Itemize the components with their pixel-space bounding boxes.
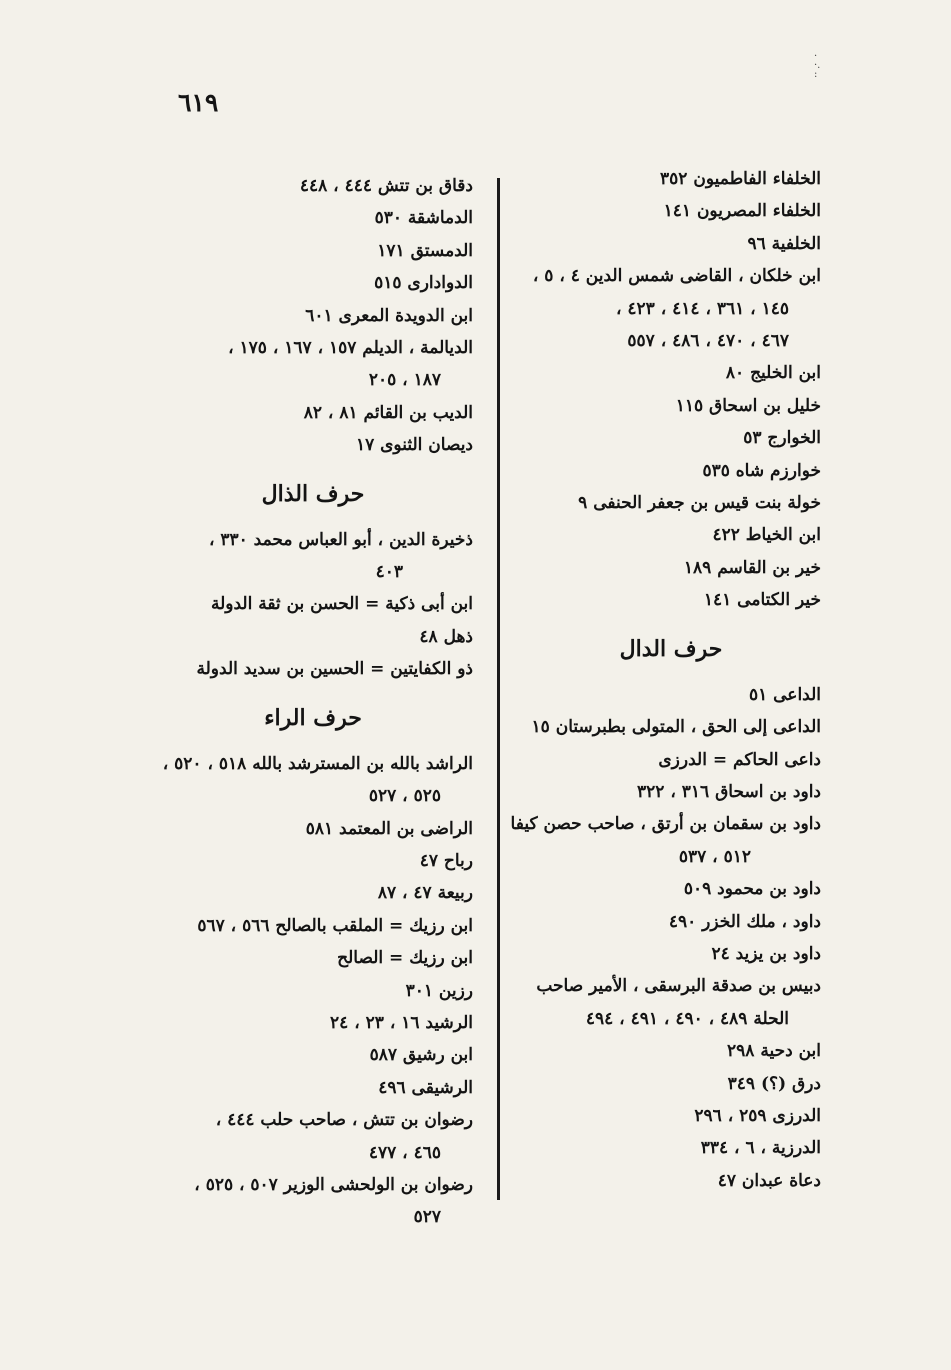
index-entry-continuation: الحلة ٤٨٩ ، ٤٩٠ ، ٤٩١ ، ٤٩٤ bbox=[585, 1008, 789, 1029]
index-entry: دعاة عبدان ٤٧ bbox=[717, 1170, 821, 1191]
index-column-right bbox=[510, 163, 821, 1197]
index-entry: دبيس بن صدقة البرسقى ، الأمير صاحب bbox=[536, 976, 821, 997]
index-entry: ذهل ٤٨ bbox=[419, 626, 473, 647]
section-heading: حرف الراء bbox=[264, 704, 362, 731]
index-entry: ابن دحية ٢٩٨ bbox=[727, 1041, 821, 1062]
section-heading: حرف الدال bbox=[619, 635, 723, 662]
index-entry: الدرزية ، ٦ ، ٣٣٤ bbox=[700, 1138, 821, 1159]
index-entry: ابن الخليج ٨٠ bbox=[725, 363, 821, 384]
index-entry: رزين ٣٠١ bbox=[405, 980, 473, 1001]
index-entry: ابن الخياط ٤٢٢ bbox=[712, 525, 821, 546]
index-entry: ابن رزيك = الملقب بالصالح ٥٦٦ ، ٥٦٧ bbox=[197, 915, 473, 936]
index-entry: داود بن اسحاق ٣١٦ ، ٣٢٢ bbox=[637, 781, 821, 802]
index-entry: رضوان بن تتش ، صاحب حلب ٤٤٤ ، bbox=[215, 1110, 473, 1131]
index-entry: ديصان الثنوى ١٧ bbox=[355, 435, 473, 456]
margin-marks: · ·. : bbox=[814, 51, 821, 80]
index-entry: الدوادارى ٥١٥ bbox=[374, 273, 473, 294]
index-entry: خير الكتامى ١٤١ bbox=[703, 590, 821, 611]
index-entry: الرشيقى ٤٩٦ bbox=[378, 1077, 473, 1098]
index-entry: دقاق بن تتش ٤٤٤ ، ٤٤٨ bbox=[299, 176, 473, 196]
index-column-left bbox=[153, 170, 473, 1234]
index-entry: الديب بن القائم ٨١ ، ٨٢ bbox=[303, 402, 473, 423]
index-entry-continuation: ٤٠٣ bbox=[375, 562, 403, 583]
index-entry-continuation: ١٨٧ ، ٢٠٥ bbox=[368, 370, 441, 391]
index-entry: الراشد بالله بن المسترشد بالله ٥١٨ ، ٥٢٠ ، bbox=[162, 753, 473, 774]
index-entry-continuation: ٤٦٥ ، ٤٧٧ bbox=[368, 1142, 441, 1163]
index-entry: ذخيرة الدين ، أبو العباس محمد ٣٣٠ ، bbox=[208, 529, 473, 550]
page-number: ٦١٩ bbox=[178, 88, 219, 117]
index-entry: الدرزى ٢٥٩ ، ٢٩٦ bbox=[694, 1105, 821, 1126]
index-entry: الخلفاء الفاطميون ٣٥٢ bbox=[660, 169, 821, 189]
index-entry: الداعى ٥١ bbox=[748, 684, 821, 705]
index-entry: الداعى إلى الحق ، المتولى بطبرستان ١٥ bbox=[531, 717, 821, 738]
column-divider bbox=[497, 178, 500, 1200]
index-entry: ابن خلكان ، القاضى شمس الدين ٤ ، ٥ ، bbox=[532, 266, 821, 287]
index-entry: داعى الحاكم = الدرزى bbox=[658, 749, 821, 770]
index-entry: الراضى بن المعتمد ٥٨١ bbox=[305, 818, 473, 839]
index-entry-continuation: ١٤٥ ، ٣٦١ ، ٤١٤ ، ٤٢٣ ، bbox=[615, 298, 789, 319]
index-entry: درق (؟) ٣٤٩ bbox=[727, 1073, 821, 1094]
index-entry: داود بن محمود ٥٠٩ bbox=[683, 879, 821, 900]
index-entry: ابن الدويدة المعرى ٦٠١ bbox=[305, 305, 473, 326]
index-entry: داود بن سقمان بن أرتق ، صاحب حصن كيفا bbox=[510, 814, 821, 835]
index-entry: الخلفية ٩٦ bbox=[747, 233, 821, 254]
index-entry-continuation: ٤٦٧ ، ٤٧٠ ، ٤٨٦ ، ٥٥٧ bbox=[627, 331, 789, 352]
index-entry: داود بن يزيد ٢٤ bbox=[711, 943, 821, 964]
index-entry: ابن رزيك = الصالح bbox=[337, 948, 473, 969]
index-entry: الخوارج ٥٣ bbox=[743, 428, 821, 449]
index-entry-continuation: ٥١٢ ، ٥٣٧ bbox=[678, 846, 751, 867]
index-entry: ذو الكفايتين = الحسين بن سديد الدولة bbox=[196, 659, 473, 680]
index-entry: ابن رشيق ٥٨٧ bbox=[369, 1045, 473, 1066]
index-entry: خليل بن اسحاق ١١٥ bbox=[675, 395, 821, 416]
index-entry: رباح ٤٧ bbox=[419, 850, 473, 871]
index-entry: ربيعة ٤٧ ، ٨٧ bbox=[377, 883, 473, 904]
index-entry: خير بن القاسم ١٨٩ bbox=[683, 557, 821, 578]
index-entry: الديالمة ، الديلم ١٥٧ ، ١٦٧ ، ١٧٥ ، bbox=[228, 338, 473, 359]
index-entry: ابن أبى ذكية = الحسن بن ثقة الدولة bbox=[210, 594, 473, 615]
index-entry-continuation: ٥٢٧ bbox=[413, 1207, 441, 1228]
index-entry: داود ، ملك الخزر ٤٩٠ bbox=[668, 911, 821, 932]
index-entry: رضوان بن الولحشى الوزير ٥٠٧ ، ٥٢٥ ، bbox=[194, 1174, 473, 1195]
index-entry: الخلفاء المصريون ١٤١ bbox=[663, 201, 821, 222]
index-entry: الرشيد ١٦ ، ٢٣ ، ٢٤ bbox=[330, 1012, 473, 1033]
index-entry: الدمستق ١٧١ bbox=[377, 240, 473, 261]
section-heading: حرف الذال bbox=[261, 480, 365, 507]
index-entry-continuation: ٥٢٥ ، ٥٢٧ bbox=[368, 786, 441, 807]
index-entry: خولة بنت قيس بن جعفر الحنفى ٩ bbox=[578, 493, 821, 514]
index-entry: خوارزم شاه ٥٣٥ bbox=[702, 460, 821, 481]
index-entry: الدماشقة ٥٣٠ bbox=[374, 208, 473, 229]
